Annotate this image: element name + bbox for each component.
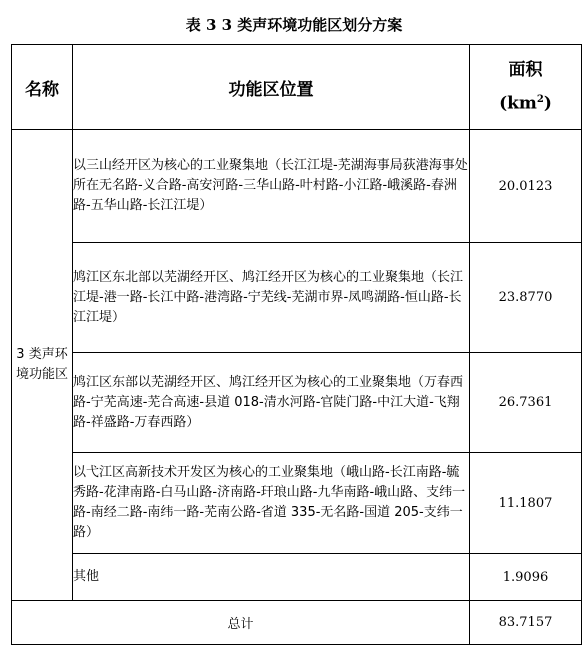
location-cell: 以弋江区高新技术开发区为核心的工业聚集地（峨山路-长江南路-毓秀路-花津南路-白马山路-济南路-玕琅山路-九华南路-峨山路、支纬一路-南经二路-南纬一路-芜南公路-省道 335-无名路-国道 205-支纬一路） [73, 453, 470, 554]
table-row [12, 243, 582, 353]
table-row [12, 353, 582, 453]
header-area-line1: 面积 [508, 60, 543, 81]
header-area-unit-sup: 2 [536, 94, 544, 106]
area-cell: 20.0123 [470, 130, 582, 243]
header-area-unit-close: ) [543, 93, 552, 114]
zoning-table [11, 44, 582, 645]
area-cell: 11.1807 [470, 453, 582, 554]
location-cell: 鸠江区东部以芜湖经开区、鸠江经开区为核心的工业聚集地（万春西路-宁芜高速-芜合高速-县道 018-清水河路-官陡门路-中江大道-飞翔路-祥盛路-万春西路） [73, 353, 470, 453]
area-cell: 26.7361 [470, 353, 582, 453]
header-name: 名称 [12, 45, 73, 130]
area-cell: 23.8770 [470, 243, 582, 353]
location-cell: 其他 [73, 554, 470, 601]
location-cell: 鸠江区东北部以芜湖经开区、鸠江经开区为核心的工业聚集地（长江江堤-港一路-长江中路-港湾路-宁芜线-芜湖市界-凤鸣湖路-恒山路-长江江堤） [73, 243, 470, 353]
header-area [470, 45, 582, 130]
header-row [12, 45, 582, 130]
total-row [12, 601, 582, 645]
total-area-cell: 83.7157 [470, 601, 582, 645]
table-title: 表 3 3 类声环境功能区划分方案 [185, 16, 403, 34]
total-label-cell: 总计 [12, 601, 470, 645]
group-name-cell: 3 类声环境功能区 [12, 130, 73, 601]
table-row [12, 130, 582, 243]
table-row [12, 453, 582, 554]
header-area-unit-open: (km [499, 93, 537, 114]
location-cell: 以三山经开区为核心的工业聚集地（长江江堤-芜湖海事局荻港海事处所在无名路-义合路-高安河路-三华山路-叶村路-小江路-峨溪路-春洲路-五华山路-长江江堤） [73, 130, 470, 243]
table-row [12, 554, 582, 601]
header-location: 功能区位置 [73, 45, 470, 130]
area-cell: 1.9096 [470, 554, 582, 601]
